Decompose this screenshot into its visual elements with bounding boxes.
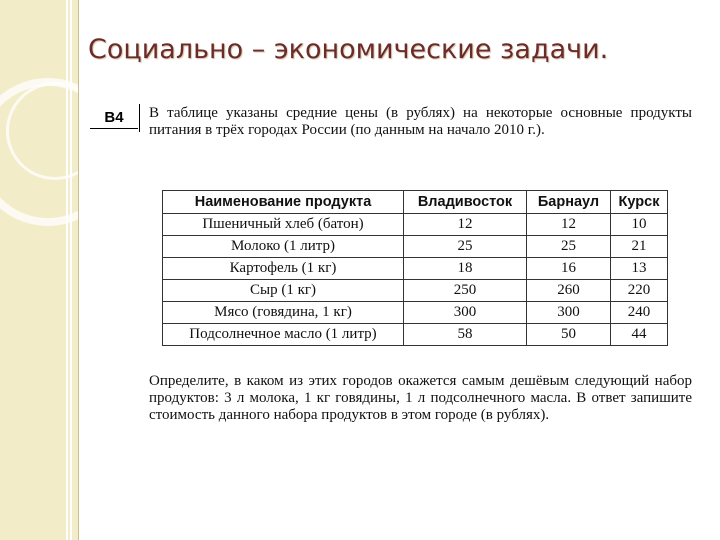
product-name-cell: Сыр (1 кг) <box>163 280 404 302</box>
task-intro-text: В таблице указаны средние цены (в рублях) на некоторые основные продукты питания в трёх городах России (по данным на начало 2010 г.). <box>149 105 692 138</box>
price-cell: 13 <box>611 258 668 280</box>
product-name-cell: Картофель (1 кг) <box>163 258 404 280</box>
task-label-divider <box>139 104 140 132</box>
column-header: Владивосток <box>404 191 527 214</box>
price-cell: 12 <box>527 214 611 236</box>
price-cell: 18 <box>404 258 527 280</box>
task-number-label: B4 <box>90 109 138 129</box>
table-row <box>163 302 668 324</box>
column-header: Барнаул <box>527 191 611 214</box>
price-cell: 21 <box>611 236 668 258</box>
product-name-cell: Мясо (говядина, 1 кг) <box>163 302 404 324</box>
column-header: Курск <box>611 191 668 214</box>
price-cell: 58 <box>404 324 527 346</box>
table-row <box>163 324 668 346</box>
price-cell: 16 <box>527 258 611 280</box>
price-cell: 220 <box>611 280 668 302</box>
task-question-text: Определите, в каком из этих городов окажется самым дешёвым следующий набор продуктов: 3 л молока, 1 кг говядины, 1 л подсолнечного масла. В ответ запишите стоимость данного набора продуктов в этом городе (в рублях). <box>149 373 692 423</box>
decorative-ring <box>6 82 104 180</box>
slide-title: Социально – экономические задачи. <box>88 34 609 65</box>
band-divider <box>78 0 79 540</box>
price-cell: 25 <box>404 236 527 258</box>
price-table <box>162 190 668 346</box>
table-header-row <box>163 191 668 214</box>
product-name-cell: Подсолнечное масло (1 литр) <box>163 324 404 346</box>
product-name-cell: Молоко (1 литр) <box>163 236 404 258</box>
column-header: Наименование продукта <box>163 191 404 214</box>
price-cell: 50 <box>527 324 611 346</box>
price-cell: 300 <box>527 302 611 324</box>
price-cell: 12 <box>404 214 527 236</box>
table-row <box>163 214 668 236</box>
table-row <box>163 280 668 302</box>
price-cell: 300 <box>404 302 527 324</box>
price-cell: 240 <box>611 302 668 324</box>
price-cell: 44 <box>611 324 668 346</box>
price-cell: 25 <box>527 236 611 258</box>
product-name-cell: Пшеничный хлеб (батон) <box>163 214 404 236</box>
table-row <box>163 236 668 258</box>
price-cell: 10 <box>611 214 668 236</box>
table-row <box>163 258 668 280</box>
price-cell: 250 <box>404 280 527 302</box>
price-cell: 260 <box>527 280 611 302</box>
